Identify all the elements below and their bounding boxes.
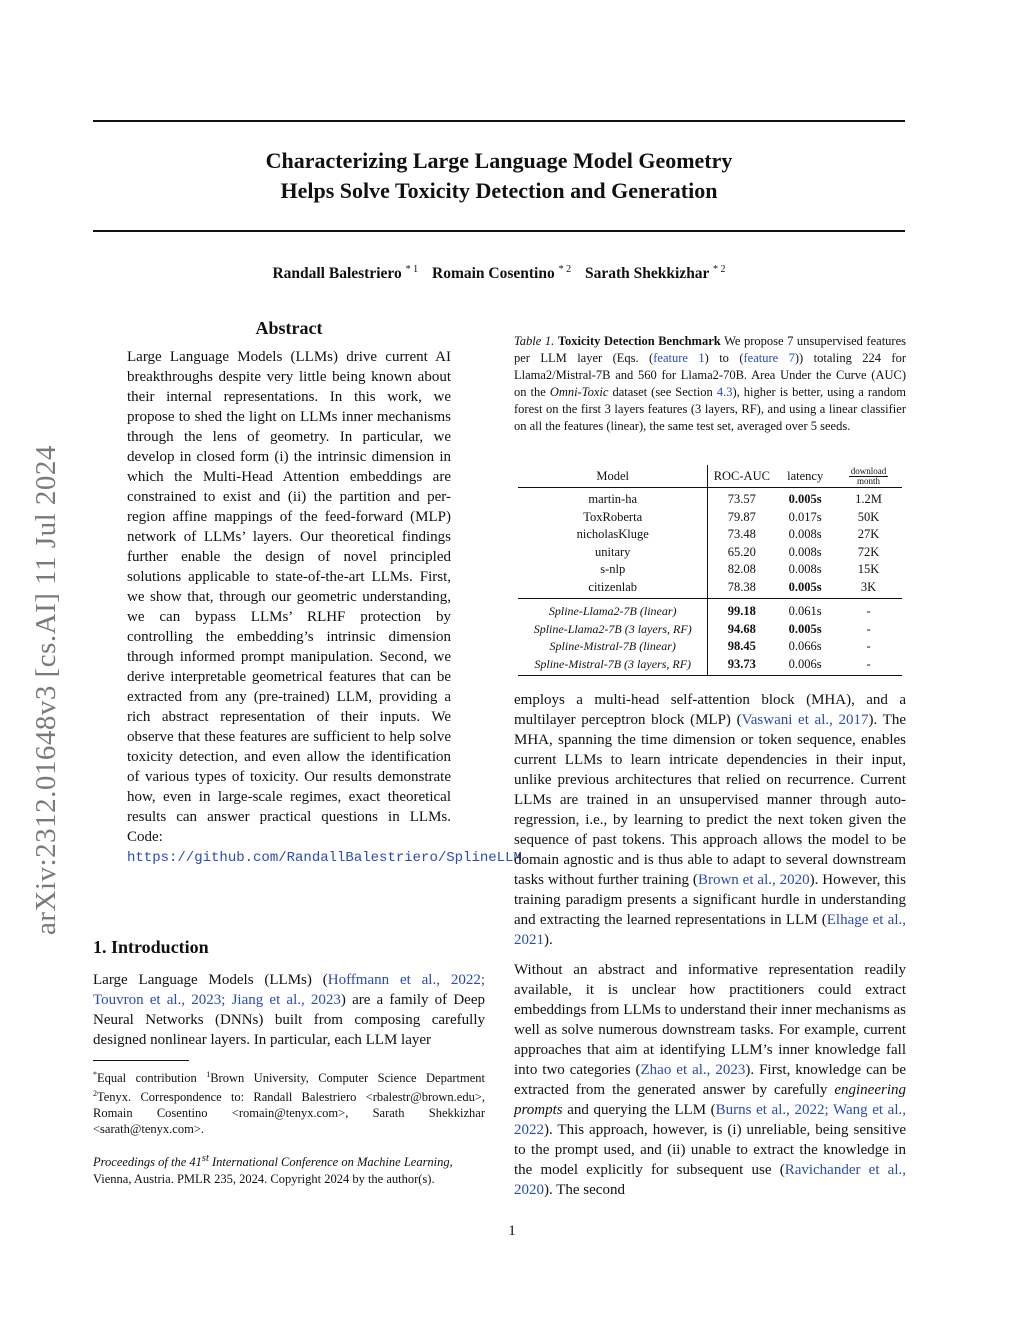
body-text: and querying the LLM ( — [567, 1102, 716, 1118]
body-text: ). This approach, however, is (i) unreliable, being sensitive to the prompt used, and (ii) unable to extract the knowledge in the model explicitly for subsequent use ( — [514, 1122, 906, 1178]
cell-model: citizenlab — [518, 579, 708, 599]
cell-roc: 98.45 — [708, 638, 775, 656]
proceedings-text: Proceedings of the — [93, 1155, 187, 1170]
proceedings-note — [93, 1150, 485, 1188]
intro-text: Large Language Models (LLMs) ( — [93, 972, 328, 988]
cell-download: 27K — [857, 527, 880, 542]
caption-text: dataset (see Section — [612, 385, 713, 399]
table-row — [518, 544, 902, 562]
cell-model: Spline-Mistral-7B (3 layers, RF) — [518, 656, 708, 676]
table-caption — [514, 333, 906, 435]
body-text: ). However, this training paradigm presents a significant hurdle in understanding and extracting the learned representations in LLM ( — [514, 872, 907, 928]
table-row — [518, 599, 902, 621]
cell-model: ToxRoberta — [583, 509, 643, 524]
body-text: Without an abstract and informative representation readily available, it is unclear how practitioners could extract embeddings from LLMs to understand their inner mechanisms as well as solve numerous downstream tasks. For example, current approaches that aim at identifying LLM’s inner knowledge fall into two categories ( — [514, 962, 906, 1078]
cell-download: 15K — [857, 562, 880, 577]
proceedings-sup: st — [201, 1153, 209, 1164]
cell-download: 72K — [857, 544, 880, 559]
author-affil: * 1 — [405, 264, 419, 275]
body-text: ). The MHA, spanning the time dimension or token sequence, enables current LLMs to learn intricate dependencies in their input, unlike previous architectures that relied on recurrence. Current LLMs are trained in an unsupervised manner through auto-regression, i.e., by learning to predict the next token given the sequence of past tokens. This approach allows the model to be domain agnostic and is thus able to adapt to several downstream tasks without further training ( — [514, 712, 907, 888]
citation-link[interactable]: Zhao et al., 2023 — [640, 1062, 746, 1078]
cell-latency: 0.005s — [788, 621, 822, 636]
title-top-rule — [93, 120, 905, 122]
proceedings-text: International Conference on Machine Learning — [211, 1155, 450, 1170]
table-row — [518, 638, 902, 656]
cell-download: 1.2M — [835, 488, 902, 509]
title-line-2: Helps Solve Toxicity Detection and Generation — [280, 178, 718, 203]
cell-latency: 0.005s — [775, 488, 835, 509]
citation-link[interactable]: Brown et al., 2020 — [697, 872, 810, 888]
cell-model: martin-ha — [518, 488, 708, 509]
cell-latency: 0.061s — [775, 599, 835, 621]
col-header-latency: latency — [787, 468, 824, 483]
cell-roc: 79.87 — [708, 509, 775, 527]
title-bottom-rule — [93, 230, 905, 232]
proceedings-text: , Vienna, Austria. PMLR 235, 2024. Copyright 2024 by the author(s). — [93, 1155, 453, 1187]
body-paragraph — [514, 960, 906, 1200]
cell-model: unitary — [595, 544, 631, 559]
paper-title — [93, 146, 905, 206]
abstract-heading: Abstract — [255, 318, 323, 338]
cell-latency: 0.017s — [788, 509, 822, 524]
cell-roc: 65.20 — [708, 544, 775, 562]
citation-link[interactable]: Elhage et al., 2021 — [514, 912, 907, 948]
citation-link[interactable]: Hoffmann et al., 2022; Touvron et al., 2023; Jiang et al., 2023 — [93, 972, 485, 1008]
cell-latency: 0.008s — [788, 527, 822, 542]
citation-link[interactable]: Ravichander et al., 2020 — [514, 1162, 906, 1198]
col-header-roc: ROC-AUC — [708, 465, 775, 488]
arxiv-stamp: arXiv:2312.01648v3 [cs.AI] 11 Jul 2024 — [30, 445, 62, 935]
caption-text: ) to ( — [704, 351, 744, 365]
intro-paragraph — [93, 970, 485, 1050]
cell-download: - — [835, 656, 902, 676]
cell-roc: 73.57 — [708, 488, 775, 509]
cell-model: Spline-Mistral-7B (linear) — [549, 639, 676, 654]
table-row — [518, 526, 902, 544]
table-row — [518, 656, 902, 676]
download-label: download — [850, 465, 887, 476]
col-header-model: Model — [596, 468, 630, 483]
cell-latency: 0.066s — [788, 639, 822, 654]
cell-download: - — [866, 639, 871, 654]
cell-download: - — [866, 621, 871, 636]
caption-title: Toxicity Detection Benchmark — [557, 334, 721, 348]
table-row — [518, 488, 902, 509]
code-link[interactable]: https://github.com/RandallBalestriero/SplineLLM — [127, 850, 522, 866]
cell-model: Spline-Llama2-7B (3 layers, RF) — [533, 621, 692, 636]
citation-link[interactable]: Vaswani et al., 2017 — [741, 712, 869, 728]
footnote-text: Equal contribution — [97, 1071, 197, 1085]
cell-latency: 0.006s — [775, 656, 835, 676]
cell-latency: 0.008s — [788, 562, 822, 577]
author-list — [93, 264, 905, 283]
page-number: 1 — [508, 1223, 516, 1239]
section-heading: 1. Introduction — [93, 937, 209, 957]
body-text: ). First, knowledge can be extracted from the generated answer by carefully — [514, 1062, 906, 1098]
cell-roc: 99.18 — [708, 599, 775, 621]
caption-label: Table 1. — [514, 334, 555, 348]
abstract-body — [127, 347, 522, 868]
footnote: *Equal contribution $^1$Brown University, Computer Science Department $^2$Tenyx. Correspondence to: Randall Balestriero <rbalestr@brown.edu>, Romain Cosentino <romain@tenyx.com>, Sarath Shekkizhar <sarath@tenyx.com>. — [93, 1070, 485, 1136]
body-text: employs a multi-head self-attention block (MHA), and a multilayer perceptron block (MLP) ( — [514, 692, 906, 728]
cell-roc: 94.68 — [708, 621, 775, 639]
intro-text: ) are a family of Deep Neural Networks (DNNs) built from composing carefully designed nonlinear layers. In particular, each LLM layer — [93, 992, 485, 1048]
cell-roc: 82.08 — [708, 561, 775, 579]
table-row — [518, 579, 902, 599]
cell-model: s-nlp — [600, 562, 626, 577]
title-line-1: Characterizing Large Language Model Geometry — [265, 148, 733, 173]
author-name: Randall Balestriero — [272, 265, 402, 282]
cell-latency: 0.005s — [775, 579, 835, 599]
feature-link[interactable]: feature 7 — [743, 351, 795, 365]
table-row — [518, 509, 902, 527]
cell-model: nicholasKluge — [576, 527, 649, 542]
author-name: Sarath Shekkizhar — [584, 265, 710, 282]
citation-link[interactable]: Burns et al., 2022; Wang et al., 2022 — [514, 1102, 907, 1138]
caption-text: )) totaling 224 for Llama2/Mistral-7B and 560 for Llama2-70B. Area Under the Curve (AUC) on the — [514, 351, 907, 399]
body-emphasis: engineering prompts — [514, 1082, 906, 1118]
footnote-rule — [93, 1060, 189, 1061]
cell-roc: 78.38 — [708, 579, 775, 599]
month-label: month — [857, 475, 881, 486]
table-row — [518, 561, 902, 579]
author-name: Romain Cosentino — [432, 265, 555, 282]
cell-download: - — [835, 599, 902, 621]
author-affil: * 2 — [558, 264, 572, 275]
table-row — [518, 621, 902, 639]
author-affil: * 2 — [713, 264, 726, 275]
cell-download: 3K — [835, 579, 902, 599]
body-paragraph — [514, 690, 906, 950]
caption-text: ), higher is better, using a random forest on the first 3 layers features (3 layers, RF), and using a linear classifier on all the features (linear), the same test set, averaged over 5 seeds. — [514, 385, 907, 433]
body-text: ). The second — [544, 1182, 625, 1198]
col-header-download — [835, 465, 902, 488]
caption-dataset: Omni-Toxic — [549, 385, 609, 399]
section-link[interactable]: 4.3 — [716, 385, 733, 399]
footnote-text: Brown University, Computer Science Department — [210, 1071, 485, 1085]
body-text: ). — [544, 932, 553, 948]
cell-model: Spline-Llama2-7B (linear) — [518, 599, 708, 621]
abstract-text: Large Language Models (LLMs) drive current AI breakthroughs despite very little being known about their internal representations. In this work, we propose to shed the light on LLMs inner mechanisms through the lens of geometry. In particular, we develop in closed form (i) the intrinsic dimension in which the Multi-Head Attention embeddings are constrained to exist and (ii) the partition and per-region affine mappings of the feed-forward (MLP) network of LLMs’ layers. Our theoretical findings further enable the design of novel principled solutions applicable to state-of-the-art LLMs. First, we show that, through our geometric understanding, we can bypass LLMs’ RLHF protection by controlling the embedding’s intrinsic dimension through informed prompt manipulation. Second, we derive interpretable geometrical features that can be extracted from any (pre-trained) LLM, providing a rich abstract representation of their inputs. We observe that these features are sufficient to help solve toxicity detection, and even allow the identification of various types of toxicity. Our results demonstrate how, even in large-scale regimes, exact theoretical results can answer practical questions in LLMs. Code: — [127, 349, 451, 845]
feature-link[interactable]: feature 1 — [653, 351, 705, 365]
cell-latency: 0.008s — [788, 544, 822, 559]
caption-text: We propose 7 unsupervised features per LLM layer (Eqs. ( — [514, 334, 906, 365]
cell-roc: 93.73 — [708, 656, 775, 676]
footnote-text: Tenyx. Correspondence to: Randall Balestriero <rbalestr@brown.edu>, Romain Cosentino <romain@tenyx.com>, Sarath Shekkizhar <sarath@tenyx.com>. — [93, 1090, 485, 1136]
benchmark-table — [518, 465, 902, 676]
cell-roc: 73.48 — [708, 526, 775, 544]
proceedings-number: 41 — [189, 1155, 202, 1170]
cell-download: 50K — [857, 509, 880, 524]
